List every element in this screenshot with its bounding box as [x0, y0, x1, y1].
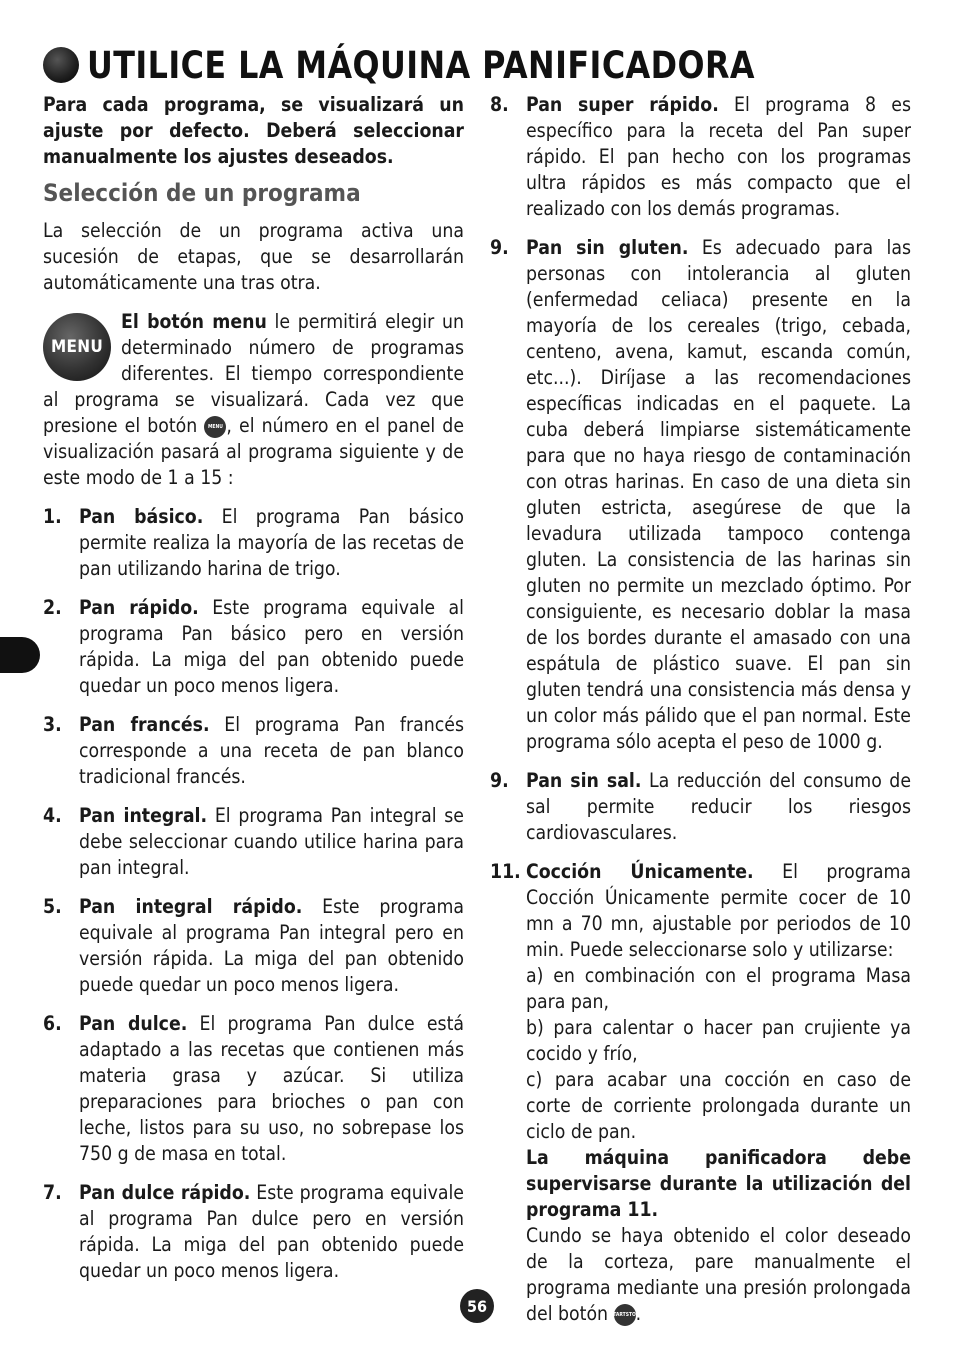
item-number: 9.	[490, 236, 509, 259]
list-item	[490, 235, 911, 755]
item-title: Pan super rápido.	[526, 93, 719, 116]
start-stop-icon	[609, 1304, 640, 1326]
list-item	[43, 803, 464, 881]
paragraph-program-selection: La selección de un programa activa una sucesión de etapas, que se desarrollarán automáticamente una tras otra.	[43, 219, 464, 294]
item-number: 4.	[43, 804, 62, 827]
list-item	[43, 894, 464, 998]
section-title: Selección de un programa	[43, 179, 361, 207]
right-column	[490, 92, 911, 1340]
page-header	[43, 40, 923, 90]
item-text: La reducción del consumo de sal permite reducir los riesgos cardiovasculares.	[526, 769, 911, 844]
header-bullet-icon	[43, 47, 79, 83]
program-list-right	[490, 92, 911, 846]
item-body	[526, 859, 911, 1327]
left-column	[43, 92, 464, 1297]
menu-text-1: le permitirá elegir un determinado número de programas diferentes. El tiempo correspondiente al programa se visualizará. Cada vez que presione el botón	[43, 310, 464, 437]
item-number: 8.	[490, 93, 509, 116]
list-item	[43, 595, 464, 699]
item-final	[526, 1223, 911, 1327]
item-title: Pan sin sal.	[526, 769, 642, 792]
item-text: Este programa equivale al programa Pan integral pero en versión rápida. La miga del pan obtenido puede quedar un poco menos ligera.	[79, 895, 464, 996]
item-number: 7.	[43, 1181, 62, 1204]
item-final-end: .	[635, 1302, 642, 1325]
menu-bold-label: El botón menu	[121, 310, 267, 333]
item-body	[526, 235, 911, 755]
item-number: 5.	[43, 895, 62, 918]
item-body	[79, 504, 464, 582]
item-body	[526, 92, 911, 222]
stop-label: STOP	[625, 1311, 640, 1318]
item-title: Pan francés.	[79, 713, 210, 736]
item-text: El programa 8 es específico para la receta del Pan super rápido. El pan hecho con los programas ultra rápidos es más compacto que el realizado con los demás programas.	[526, 93, 911, 220]
item-title: Cocción Únicamente.	[526, 860, 754, 883]
side-tab-marker	[0, 637, 40, 673]
item-text: Este programa equivale al programa Pan dulce pero en versión rápida. La miga del pan obtenido puede quedar un poco menos ligera.	[79, 1181, 464, 1282]
item-number: 9.	[490, 769, 509, 792]
list-item	[490, 92, 911, 222]
item-text: El programa Pan dulce está adaptado a las recetas que contienen más materia grasa y azúcar. Si utiliza preparaciones para brioches o pan con leche, listos para su uso, no sobrepase los 750 g de masa en total.	[79, 1012, 464, 1165]
list-item	[490, 859, 911, 1327]
item-text: Este programa equivale al programa Pan básico pero en versión rápida. La miga del pan obtenido puede quedar un poco menos ligera.	[79, 596, 464, 697]
page-number: 56	[460, 1289, 494, 1323]
menu-description	[43, 309, 464, 491]
list-item	[43, 1180, 464, 1284]
item-title: Pan dulce rápido.	[79, 1181, 251, 1204]
program-list-left	[43, 504, 464, 1284]
menu-button-icon: MENU	[43, 313, 111, 381]
list-item	[43, 712, 464, 790]
item-number: 11.	[490, 860, 521, 883]
item-text: El programa Pan integral se debe seleccionar cuando utilice harina para pan integral.	[79, 804, 464, 879]
start-label: START	[609, 1311, 626, 1318]
item-title: Pan integral.	[79, 804, 208, 827]
item-warning: La máquina panificadora debe supervisarse durante la utilización del programa 11.	[526, 1146, 911, 1221]
intro-text: Para cada programa, se visualizará un ajuste por defecto. Deberá seleccionar manualmente los ajustes deseados.	[43, 93, 464, 168]
item-text: El programa Pan francés corresponde a una receta de pan blanco tradicional francés.	[79, 713, 465, 788]
item-body	[79, 1011, 464, 1167]
item-body	[526, 768, 911, 846]
list-item	[490, 768, 911, 846]
item-number: 3.	[43, 713, 62, 736]
item-text: Es adecuado para las personas con intolerancia al gluten (enfermedad celiaca) presente en la mayoría de los cereales (trigo, cebada, centeno, avena, kamut, escanda común, etc...). Diríjase a las recomendaciones específicas indicadas en el paquete. La cuba deberá limpiarse sistemáticamente para que no haya riesgo de contaminación con otras harinas. En caso de una dieta sin gluten estricta, asegúrese de que la levadura utilizada tampoco contenga gluten. La consistencia de las harinas sin gluten no permite un mezclado óptimo. Por consiguiente, es necesario doblar la masa de los bordes durante el amasado con una espátula de plástico suave. El pan sin gluten tendrá una consistencia más densa y un color más pálido que el pan normal. Este programa sólo acepta el peso de 1000 g.	[526, 236, 912, 753]
item-title: Pan sin gluten.	[526, 236, 689, 259]
page-title: UTILICE LA MÁQUINA PANIFICADORA	[87, 43, 755, 87]
item-option-b: b) para calentar o hacer pan crujiente ya cocido y frío,	[526, 1016, 911, 1065]
item-body	[79, 1180, 464, 1284]
item-option-a: a) en combinación con el programa Masa para pan,	[526, 964, 911, 1013]
list-item	[43, 504, 464, 582]
item-final-text: Cundo se haya obtenido el color deseado de la corteza, pare manualmente el programa mediante una presión prolongada del botón	[526, 1224, 911, 1325]
item-title: Pan integral rápido.	[79, 895, 303, 918]
item-number: 2.	[43, 596, 62, 619]
item-number: 1.	[43, 505, 62, 528]
item-title: Pan dulce.	[79, 1012, 188, 1035]
item-text: El programa Cocción Únicamente permite cocer de 10 mn a 70 mn, ajustable por periodos de 10 min. Puede seleccionarse solo y utilizarse:	[526, 860, 911, 961]
item-body	[79, 803, 464, 881]
item-option-c: c) para acabar una cocción en caso de corte de corriente prolongada durante un ciclo de pan.	[526, 1068, 911, 1143]
item-title: Pan rápido.	[79, 596, 199, 619]
item-text: El programa Pan básico permite realiza la mayoría de las recetas de pan utilizando harina de trigo.	[79, 505, 464, 580]
item-body	[79, 712, 464, 790]
menu-small-icon: MENU	[204, 416, 226, 438]
list-item	[43, 1011, 464, 1167]
menu-text-2: , el número en el panel de visualización pasará al programa siguiente y de este modo de 1 a 15 :	[43, 414, 464, 489]
item-body	[79, 894, 464, 998]
item-number: 6.	[43, 1012, 62, 1035]
item-body	[79, 595, 464, 699]
item-title: Pan básico.	[79, 505, 204, 528]
